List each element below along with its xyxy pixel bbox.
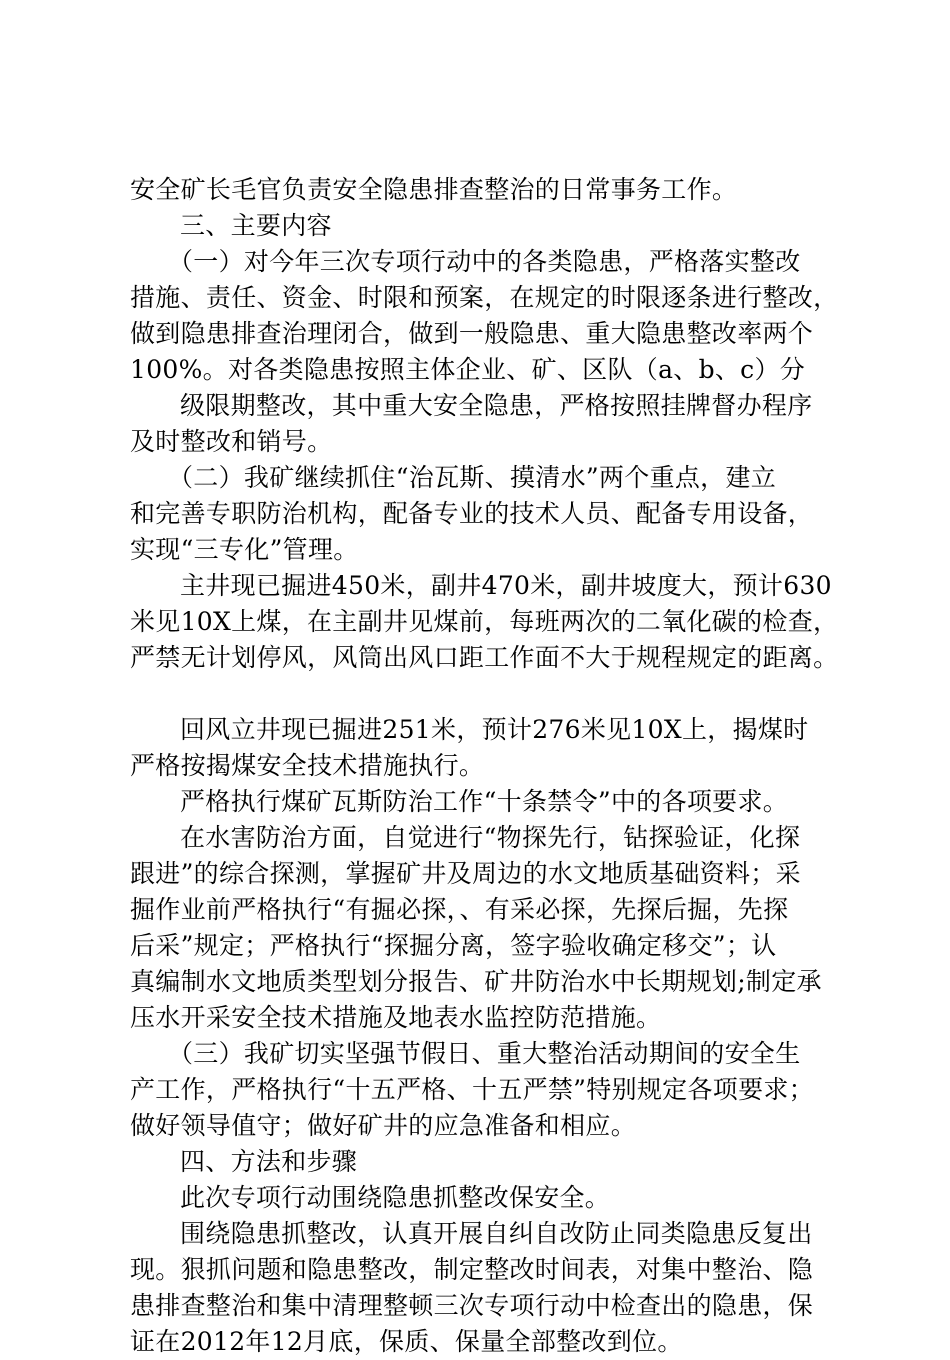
- paragraph-line: 产工作，严格执行“十五严格、十五严禁”特别规定各项要求；: [130, 1075, 814, 1104]
- paragraph-line: 在水害防治方面，自觉进行“物探先行，钻探验证，化探: [180, 823, 801, 852]
- paragraph-line: 严格按揭煤安全技术措施执行。: [130, 751, 485, 780]
- paragraph-line: 米见10X上煤，在主副井见煤前，每班两次的二氧化碳的检查，: [130, 607, 839, 636]
- paragraph-line: （二）我矿继续抓住“治瓦斯、摸清水”两个重点，建立: [168, 463, 777, 492]
- paragraph-line: 实现“三专化”管理。: [130, 535, 359, 564]
- paragraph-line: 后采”规定；严格执行“探掘分离，签字验收确定移交”；认: [130, 931, 777, 960]
- paragraph-line: 安全矿长毛官负责安全隐患排查整治的日常事务工作。: [130, 175, 738, 204]
- paragraph-line: 围绕隐患抓整改，认真开展自纠自改防止同类隐患反复出: [180, 1219, 813, 1248]
- paragraph-line: 做好领导值守；做好矿井的应急准备和相应。: [130, 1111, 637, 1140]
- paragraph-line: 严禁无计划停风，风筒出风口距工作面不大于规程规定的距离。: [130, 643, 839, 672]
- section-heading: 四、方法和步骤: [180, 1147, 358, 1176]
- paragraph-line: 跟进”的综合探测，掌握矿井及周边的水文地质基础资料；采: [130, 859, 801, 888]
- paragraph-line: 严格执行煤矿瓦斯防治工作“十条禁令”中的各项要求。: [180, 787, 789, 816]
- paragraph-line: 患排查整治和集中清理整顿三次专项行动中检查出的隐患，保: [130, 1291, 814, 1320]
- paragraph-line: 及时整改和销号。: [130, 427, 333, 456]
- paragraph-line: 压水开采安全技术措施及地表水监控防范措施。: [130, 1003, 662, 1032]
- paragraph-line: 现。狠抓问题和隐患整改，制定整改时间表，对集中整治、隐: [130, 1255, 814, 1284]
- paragraph-line: 主井现已掘进450米，副井470米，副井坡度大，预计630: [180, 571, 832, 600]
- section-heading: 三、主要内容: [180, 211, 332, 240]
- paragraph-line: （三）我矿切实坚强节假日、重大整治活动期间的安全生: [168, 1039, 801, 1068]
- paragraph-line: 掘作业前严格执行“有掘必探，、有采必探，先探后掘，先探: [130, 895, 789, 924]
- paragraph-line: （一）对今年三次专项行动中的各类隐患，严格落实整改: [168, 247, 801, 276]
- paragraph-line: 级限期整改，其中重大安全隐患，严格按照挂牌督办程序: [180, 391, 813, 420]
- paragraph-line: 做到隐患排查治理闭合，做到一般隐患、重大隐患整改率两个: [130, 319, 814, 348]
- paragraph-line: 回风立井现已掘进251米，预计276米见10X上，揭煤时: [180, 715, 809, 744]
- paragraph-line: 措施、责任、资金、时限和预案，在规定的时限逐条进行整改，: [130, 283, 839, 312]
- paragraph-line: 此次专项行动围绕隐患抓整改保安全。: [180, 1183, 611, 1212]
- paragraph-line: 真编制水文地质类型划分报告、矿井防治水中长期规划;制定承: [130, 967, 822, 996]
- paragraph-line: 证在2012年12月底，保质、保量全部整改到位。: [130, 1327, 683, 1356]
- paragraph-line: 100%。对各类隐患按照主体企业、矿、区队（a、b、c）分: [130, 355, 806, 384]
- paragraph-line: 和完善专职防治机构，配备专业的技术人员、配备专用设备，: [130, 499, 814, 528]
